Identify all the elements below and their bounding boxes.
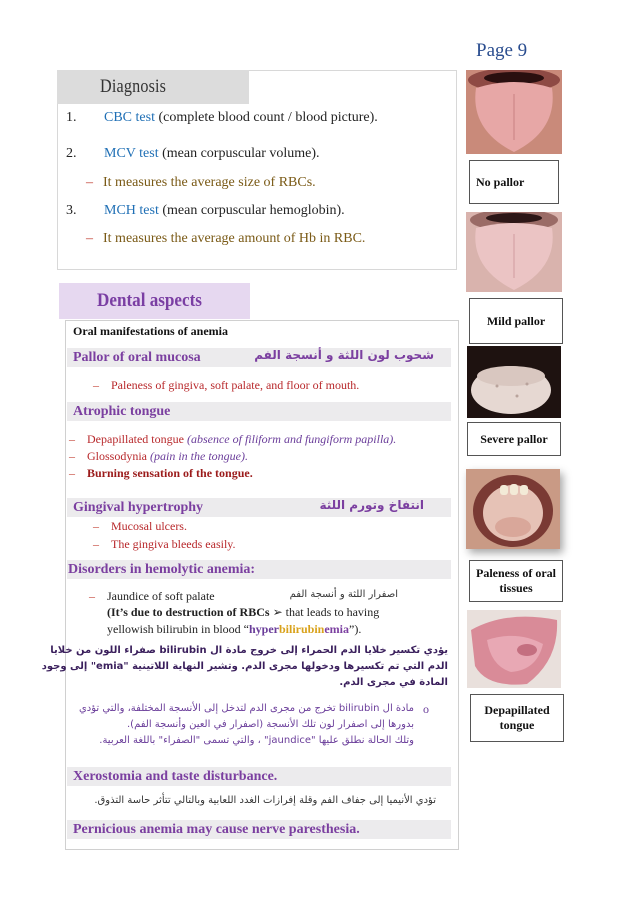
caption-mild-pallor: Mild pallor: [469, 298, 563, 344]
hemolytic-arabic-q3: وتلك الحالة نطلق عليها "jaundice" ، والتي تسمى "الصفراء" باللغة العربية.: [99, 735, 414, 746]
ulcers-text: Mucosal ulcers.: [111, 519, 187, 533]
tongue-photo-mild-pallor: [466, 212, 562, 292]
diagnosis-item-number: 3.: [66, 203, 77, 218]
jaundice-cause-line1: [107, 605, 379, 620]
arrow-icon: ➢: [272, 605, 283, 619]
dash-marker: –: [69, 449, 75, 463]
jaundice-line: [89, 589, 215, 604]
mch-subitem: [86, 231, 365, 247]
atrophic-title: Atrophic tongue: [73, 404, 171, 419]
xerostomia-arabic: تؤدي الأنيميا إلى جفاف الفم وقلة إفرازات الغدد اللعابية وبالتالي تتأثر حاسة التذوق.: [94, 795, 436, 806]
depapillated-note: (absence of filiform and fungiform papilla).: [186, 432, 397, 446]
atrophic-item-burning: [69, 466, 253, 481]
hemolytic-arabic-p3: المادة في مجرى الدم.: [339, 677, 448, 688]
mcv-desc: (mean corpuscular volume).: [162, 146, 320, 161]
bullet-marker: o: [423, 702, 429, 716]
glossodynia-note: (pain in the tongue).: [150, 449, 248, 463]
hemolytic-arabic-p2: الدم التي تم تكسيرها ودخولها مجرى الدم. وتشير النهاية اللاتينية "emia" إلى وجود: [41, 661, 448, 672]
mcv-sub-text: It measures the average size of RBCs.: [103, 175, 316, 190]
dental-title: Dental aspects: [97, 290, 202, 311]
tongue-photo-no-pallor: [466, 70, 562, 154]
hyper-term: hyper: [249, 622, 279, 636]
mch-sub-text: It measures the average amount of Hb in RBC.: [103, 231, 366, 246]
gingival-item-ulcers: [93, 519, 187, 534]
dash-marker: –: [93, 537, 99, 551]
dash-marker: –: [93, 519, 99, 533]
diagnosis-title: Diagnosis: [100, 76, 167, 97]
dash-marker: –: [86, 175, 93, 190]
hemolytic-arabic-q2: بدورها إلى اصفرار لون تلك الأنسجة (اصفرار في العين وأنسجة الفم).: [127, 719, 414, 730]
glossodynia-term: Glossodynia: [87, 449, 147, 463]
dash-marker: –: [89, 589, 95, 603]
mch-desc: (mean corpuscular hemoglobin).: [162, 203, 345, 218]
caption-pale-oral-tissues: Paleness of oral tissues: [469, 560, 563, 602]
oral-manifestations-heading: Oral manifestations of anemia: [73, 324, 228, 338]
cause-rest: that leads to having: [285, 605, 380, 619]
tongue-photo-severe-pallor: [467, 346, 561, 418]
mouth-photo-pale-tissues: [466, 469, 560, 549]
caption-severe-pallor: Severe pallor: [467, 422, 561, 456]
page-number: Page 9: [476, 40, 528, 61]
hemolytic-arabic-p1: يؤدي تكسير خلايا الدم الحمراء إلى خروج مادة ال bilirubin صفراء اللون من خلايا: [50, 645, 448, 656]
pallor-item: [93, 378, 359, 393]
mcv-term: MCV test: [104, 146, 159, 161]
cbc-desc: (complete blood count / blood picture).: [158, 110, 378, 125]
cbc-term: CBC test: [104, 110, 155, 125]
jaundice-text: Jaundice of soft palate: [107, 589, 215, 603]
jaundice-arabic: اصفرار اللثة و أنسجة الفم: [289, 589, 398, 600]
caption-depapillated-tongue: Depapillated tongue: [470, 694, 564, 742]
pernicious-title: Pernicious anemia may cause nerve paresthesia.: [73, 822, 360, 837]
dash-marker: –: [69, 432, 75, 446]
mcv-subitem: [86, 175, 316, 191]
cause-open: (It’s due to destruction of RBCs: [107, 605, 270, 619]
pallor-item-text: Paleness of gingiva, soft palate, and floor of mouth.: [111, 378, 360, 392]
burning-term: Burning sensation of the tongue.: [87, 466, 253, 480]
hemolytic-title: Disorders in hemolytic anemia:: [68, 562, 256, 577]
hemolytic-arabic-q1: مادة ال bilirubin تخرج من مجرى الدم لتدخل إلى الأنسجة المختلفة، والتي تؤدي: [78, 703, 414, 714]
atrophic-item-depapillated: [69, 432, 396, 447]
dash-marker: –: [69, 466, 75, 480]
cause-line2-a: yellowish bilirubin in blood “: [107, 622, 249, 636]
mch-term: MCH test: [104, 203, 159, 218]
dash-marker: –: [86, 231, 93, 246]
tongue-photo-depapillated: [467, 610, 561, 688]
depapillated-term: Depapillated tongue: [87, 432, 184, 446]
dash-marker: –: [93, 378, 99, 392]
bilirubin-term: bilirubin: [279, 622, 325, 636]
pallor-title: Pallor of oral mucosa: [73, 350, 201, 365]
diagnosis-item-cbc: [104, 110, 378, 126]
jaundice-cause-line2: [107, 622, 361, 637]
diagnosis-item-mcv: [104, 146, 320, 162]
gingival-item-bleeds: [93, 537, 236, 552]
xerostomia-title: Xerostomia and taste disturbance.: [73, 769, 278, 784]
diagnosis-item-number: 1.: [66, 110, 77, 125]
emia-term: emia: [324, 622, 350, 636]
cause-line2-b: ”).: [349, 622, 362, 636]
atrophic-item-glossodynia: [69, 449, 248, 464]
pallor-arabic: شحوب لون اللثة و أنسجة الفم: [254, 348, 434, 362]
caption-no-pallor: No pallor: [469, 160, 559, 204]
bleeds-text: The gingiva bleeds easily.: [111, 537, 236, 551]
gingival-title: Gingival hypertrophy: [73, 500, 204, 515]
diagnosis-item-number: 2.: [66, 146, 77, 161]
gingival-arabic: انتفاخ وتورم اللثة: [319, 498, 424, 512]
diagnosis-item-mch: [104, 203, 345, 219]
